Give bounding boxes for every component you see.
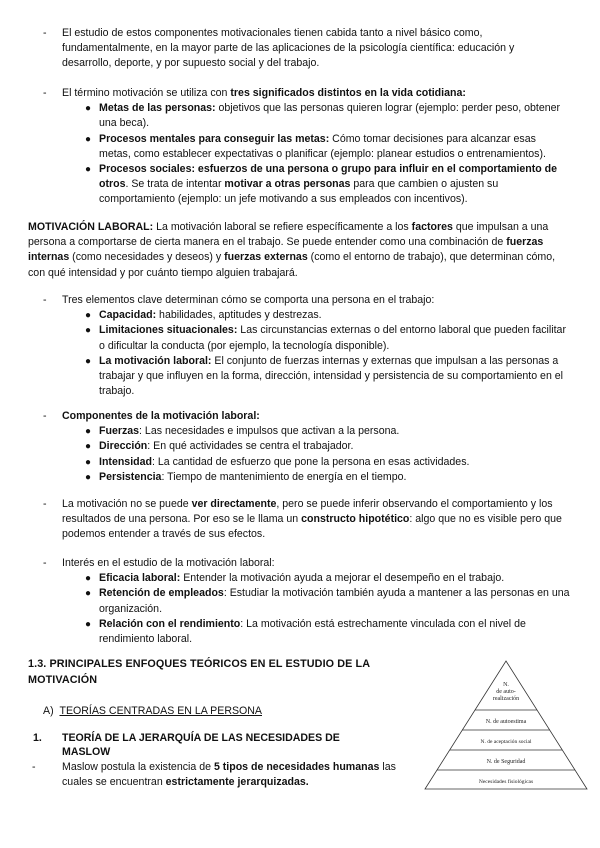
elemento-limitaciones: ● Limitaciones situacionales: Las circunstancias externas o del entorno laboral que pueden facilitar o dificultar la conducta (por ejemplo, la tecnología disponible). [85,324,566,352]
meaning-procesos-mentales: ● Procesos mentales para conseguir las metas: Cómo tomar decisiones para alcanzar esas metas, como establecer expectativas o planificar (ejemplo: planear estudios o entrenamientos). [85,132,546,160]
constructo-hipotetico-item: - La motivación no se puede ver directamente, pero se puede inferir observando el comportamiento y los resultados de una persona. Por eso se le llama un constructo hipotético: algo que no es visible pero que podemos entender a través de sus efectos. [43,498,562,541]
componente-persistencia: ● Persistencia: Tiempo de mantenimiento de energía en el tiempo. [0,470,570,485]
bullet-icon: ● [85,441,92,453]
elemento-capacidad: ● Capacidad: habilidades, aptitudes y destrezas. [0,308,570,323]
bullet-icon: ● [85,164,92,176]
bullet-icon: ● [85,426,92,438]
section-heading-1-3: 1.3. PRINCIPALES ENFOQUES TEÓRICOS EN EL ESTUDIO DE LA MOTIVACIÓN [28,658,371,686]
pyramid-level-1-line-1: N. [503,682,509,688]
tres-elementos-list [0,308,570,399]
item-text: El estudio de estos componentes motivacionales tienen cabida tanto a nivel básico como, fundamentalmente, en la mayor parte de las aplicaciones de la psicología científica: educación y desarrollo, deporte, y por supuesto social y del trabajo. [62,27,515,70]
interes-item: - Interés en el estudio de la motivación laboral: ● Eficacia laboral: Entender la motivación ayuda a mejorar el desempeño en el trabajo. ● Retención de empleados: Estudiar la motivación también ayuda a mantener a las personas en una organización. ● Relación con el rendimiento: La motivación está estrechamente vinculada con el nivel de rendimiento laboral. [0,556,570,647]
bullet-icon: ● [85,133,92,145]
elemento-motivacion-laboral: ● La motivación laboral: El conjunto de fuerzas internas y externas que impulsan a las personas a trabajar y que influyen en la forma, dirección, intensidad y persistencia de su comportamiento en el trabajo. [85,354,564,398]
dash-marker: - [32,761,36,773]
pyramid-level-2: N. de autoestima [485,719,527,725]
componente-direccion: ● Dirección: En qué actividades se centra el trabajador. [0,439,570,454]
dash-marker: - [43,294,47,306]
dash-marker: - [43,87,47,99]
pyramid-svg [424,660,588,790]
pyramid-level-3: N. de aceptación social [480,739,532,745]
maslow-pyramid [424,660,588,790]
componentes-list [0,424,570,485]
intro-list-item-2: - El término motivación se utiliza con tres significados distintos en la vida cotidiana: ● Metas de las personas: objetivos que las personas quieren lograr (ejemplo: perder peso, obtener una beca). ● Procesos mentales para conseguir las metas: Cómo tomar decisiones para alcanzar esas metas, como establecer expectativas o planificar (ejemplo: planear estudios o entrenamientos). ● Procesos sociales: esfuerzos de una persona o grupo para influir en el comportamiento de otros. Se trata de intentar motivar a otras personas para que cambien o ajusten su comportamiento (ejemplo: un jefe motivando a sus empleados con incentivos). [0,86,570,208]
dash-marker: - [43,498,47,510]
subheading-teorias-persona: A) TEORÍAS CENTRADAS EN LA PERSONA [43,705,262,717]
bullet-icon: ● [85,325,92,337]
pyramid-level-1-line-2: de auto- [496,689,516,695]
bullet-icon: ● [85,588,92,600]
bullet-icon: ● [85,355,92,367]
pyramid-level-5: Necesidades fisiológicas [478,779,534,785]
bullet-icon: ● [85,573,92,585]
bullet-icon: ● [85,456,92,468]
interes-eficacia: ● Eficacia laboral: Entender la motivación ayuda a mejorar el desempeño en el trabajo. [0,571,570,586]
bullet-icon: ● [85,471,92,483]
componentes-item: - Componentes de la motivación laboral: ● Fuerzas: Las necesidades e impulsos que activan a la persona. ● Dirección: En qué actividades se centra el trabajador. ● Intensidad: La cantidad de esfuerzo que pone la persona en esas actividades. ● Persistencia: Tiempo de mantenimiento de energía en el tiempo. [0,409,570,485]
dash-marker: - [43,557,47,569]
maslow-heading: 1. TEORÍA DE LA JERARQUÍA DE LAS NECESIDADES DE MASLOW [33,732,340,758]
tres-elementos-item: - Tres elementos clave determinan cómo se comporta una persona en el trabajo: ● Capacidad: habilidades, aptitudes y destrezas. ● Limitaciones situacionales: Las circunstancias externas o del entorno laboral que pueden facilitar o dificultar la conducta (por ejemplo, la tecnología disponible). ● La motivación laboral: El conjunto de fuerzas internas y externas que impulsan a las personas a trabajar y que influyen en la forma, dirección, intensidad y persistencia de su comportamiento en el trabajo. [0,293,570,399]
dash-marker: - [43,410,47,422]
bullet-icon: ● [85,103,92,115]
dash-marker: - [43,27,47,39]
interes-retencion: ● Retención de empleados: Estudiar la motivación también ayuda a mantener a las personas en una organización. [85,587,570,615]
motivacion-laboral-paragraph: MOTIVACIÓN LABORAL: La motivación laboral se refiere específicamente a los factores que impulsan a una persona a comportarse de cierta manera en el trabajo. Se puede entender como una combinación de fuerzas internas (como necesidades y deseos) y fuerzas externas (como el entorno de trabajo), que determinan cómo, con qué intensidad y por cuánto tiempo alguien trabajará. [28,221,556,279]
maslow-description-item: - Maslow postula la existencia de 5 tipos de necesidades humanas las cuales se encuentran estrictamente jerarquizadas. [32,761,396,789]
meaning-metas: ● Metas de las personas: objetivos que las personas quieren lograr (ejemplo: perder peso, obtener una beca). [85,102,561,130]
componente-fuerzas: ● Fuerzas: Las necesidades e impulsos que activan a la persona. [0,424,570,439]
intro-list-item-1 [0,26,565,72]
interes-list [0,571,570,647]
meanings-list [0,101,570,207]
meaning-procesos-sociales: ● Procesos sociales: esfuerzos de una persona o grupo para influir en el comportamiento de otros. Se trata de intentar motivar a otras personas para que cambien o ajusten su comportamiento (ejemplo: un jefe motivando a sus empleados con incentivos). [85,163,557,206]
pyramid-level-1-line-3: realización [492,696,520,702]
componente-intensidad: ● Intensidad: La cantidad de esfuerzo que pone la persona en esas actividades. [0,455,570,470]
bullet-icon: ● [85,618,92,630]
bullet-icon: ● [85,310,92,322]
pyramid-level-4: N. de Seguridad [486,759,526,765]
interes-rendimiento: ● Relación con el rendimiento: La motivación está estrechamente vinculada con el nivel de rendimiento laboral. [85,617,526,646]
